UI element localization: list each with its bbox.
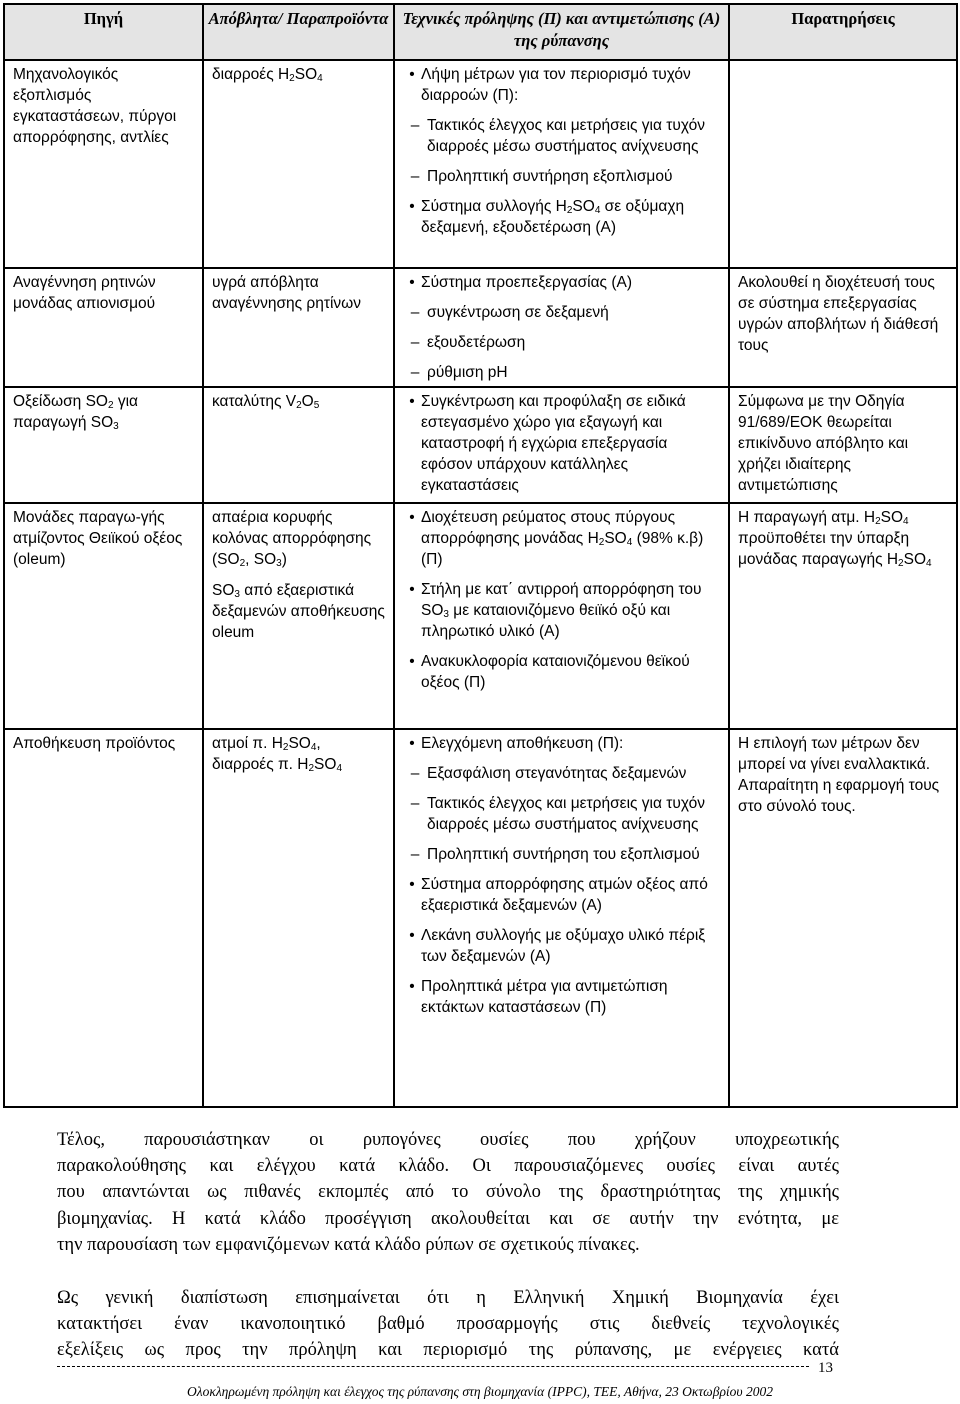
- measure-item: [403, 925, 720, 967]
- table-row: [4, 729, 957, 1107]
- measure-subitem: [403, 793, 720, 835]
- measure-text: Σύστημα συλλογής $H_2SO_4$ σε οξύμαχη δεξαμενή, εξουδετέρωση (Α): [421, 198, 685, 236]
- table-row: [4, 60, 957, 268]
- cell-notes: Η επιλογή των μέτρων δεν μπορεί να γίνει εναλλακτικά. Απαραίτητη η εφαρμογή τους στο σύνολό τους.: [729, 729, 957, 1107]
- measure-item: [403, 579, 720, 642]
- bullet-marker: •: [409, 198, 415, 215]
- measure-text: Τακτικός έλεγχος και μετρήσεις για τυχόν διαρροές μέσω συστήματος ανίχνευσης: [427, 795, 705, 833]
- header-source: Πηγή: [4, 4, 203, 60]
- measure-text: Ανακυκλοφορία καταιονιζόμενου θεϊκού οξέος (Π): [421, 653, 690, 691]
- measure-text: Προληπτική συντήρηση του εξοπλισμού: [427, 846, 700, 863]
- dash-marker: –: [410, 364, 420, 381]
- bullet-marker: •: [409, 876, 415, 893]
- cell-waste: διαρροές $H_2SO_4$: [203, 60, 394, 268]
- page-number: 13: [818, 1360, 833, 1376]
- dash-marker: –: [410, 117, 420, 134]
- cell-waste: υγρά απόβλητα αναγέννησης ρητίνων: [203, 268, 394, 387]
- measure-item: [403, 507, 720, 570]
- paragraph-line: που απαντώνται ως πιθανές εκπομπές από το σύνολο της δραστηριότητας της χημικής: [57, 1182, 839, 1203]
- measure-item: [403, 976, 720, 1018]
- bullet-marker: •: [409, 393, 415, 410]
- measure-text: Σύστημα προεπεξεργασίας (Α): [421, 274, 632, 291]
- paragraph-2: [57, 1285, 839, 1364]
- measure-text: Εξασφάλιση στεγανότητας δεξαμενών: [427, 765, 687, 782]
- cell-source: Αναγέννηση ρητινών μονάδας απιονισμού: [4, 268, 203, 387]
- cell-measures: [394, 268, 729, 387]
- cell-notes: Η παραγωγή ατμ. $H_2SO_4$ προϋποθέτει την ύπαρξη μονάδας παραγωγής $H_2SO_4$: [729, 503, 957, 729]
- dash-marker: –: [410, 168, 420, 185]
- bullet-marker: •: [409, 509, 415, 526]
- measure-subitem: [403, 166, 720, 187]
- measure-subitem: [403, 332, 720, 353]
- bullet-marker: •: [409, 274, 415, 291]
- measure-text: Σύστημα απορρόφησης ατμών οξέος από εξαεριστικά δεξαμενών (Α): [421, 876, 708, 914]
- measure-text: Λεκάνη συλλογής με οξύμαχο υλικό πέριξ των δεξαμενών (Α): [421, 927, 706, 965]
- measure-item: [403, 196, 720, 238]
- paragraph-line: Τέλος, παρουσιάστηκαν οι ρυπογόνες ουσίες που χρήζουν υποχρεωτικής: [57, 1130, 839, 1150]
- measure-text: συγκέντρωση σε δεξαμενή: [427, 304, 609, 321]
- header-notes: Παρατηρήσεις: [729, 4, 957, 60]
- dash-marker: –: [410, 846, 420, 863]
- paragraph-1: [57, 1127, 839, 1258]
- measure-item: [403, 874, 720, 916]
- paragraph-line: παρακολούθησης και ελέγχου κατά κλάδο. Οι παρουσιαζόμενες ουσίες είναι αυτές: [57, 1156, 839, 1177]
- measure-text: Συγκέντρωση και προφύλαξη σε ειδικά εστεγασμένο χώρο για εξαγωγή και καταστροφή ή εγχώρια επεξεργασία εφόσον υπάρχουν κατάλληλες εγκαταστάσεις: [421, 393, 686, 494]
- measure-item: [403, 733, 720, 754]
- measure-text: Προληπτικά μέτρα για αντιμετώπιση εκτάκτων καταστάσεων (Π): [421, 978, 668, 1016]
- cell-source: Οξείδωση $SO_2$ για παραγωγή $SO_3$: [4, 387, 203, 503]
- header-waste: Απόβλητα/ Παραπροϊόντα: [203, 4, 394, 60]
- table-row: [4, 503, 957, 729]
- table-row: [4, 268, 957, 387]
- measure-item: [403, 64, 720, 106]
- paragraph-line: την παρουσίαση των εμφανιζόμενων κατά κλάδο ρύπων σε σχετικούς πίνακες.: [57, 1234, 640, 1255]
- paragraph-line: Ως γενική διαπίστωση επισημαίνεται ότι η Ελληνική Χημική Βιομηχανία έχει: [57, 1288, 839, 1308]
- paragraph-line: εξελίξεις ως προς την πρόληψη και περιορισμό της ρύπανσης, με ενέργειες κατά: [57, 1340, 839, 1361]
- cell-source: Μονάδες παραγω-γής ατμίζοντος Θειϊκού οξέος (oleum): [4, 503, 203, 729]
- table-row: [4, 387, 957, 503]
- waste-item: απαέρια κορυφής κολόνας απορρόφησης ($SO_2$, $SO_3$): [212, 509, 372, 569]
- dash-marker: –: [410, 304, 420, 321]
- bullet-marker: •: [409, 927, 415, 944]
- measure-text: Λήψη μέτρων για τον περιορισμό τυχόν διαρροών (Π):: [421, 66, 691, 104]
- table-header-row: [4, 4, 957, 60]
- cell-waste: ατμοί π. $H_2SO_4$, διαρροές π. $H_2SO_4$: [203, 729, 394, 1107]
- cell-notes: Σύμφωνα με την Οδηγία 91/689/ΕΟΚ θεωρείται επικίνδυνο απόβλητο και χρήζει ιδιαίτερης αντιμετώπισης: [729, 387, 957, 503]
- cell-notes: [729, 60, 957, 268]
- paragraph-line: βιομηχανίας. Η κατά κλάδο προσέγγιση ακολουθείται και σε αυτήν την ενότητα, με: [57, 1208, 839, 1229]
- cell-source: Αποθήκευση προϊόντος: [4, 729, 203, 1107]
- measure-text: εξουδετέρωση: [427, 334, 526, 351]
- footer-text: Ολοκληρωμένη πρόληψη και έλεγχος της ρύπανσης στη βιομηχανία (IPPC), ΤΕΕ, Αθήνα, 23 Οκτωβρίου 2002: [187, 1384, 773, 1399]
- dash-marker: –: [410, 334, 420, 351]
- bullet-marker: •: [409, 581, 415, 598]
- bullet-marker: •: [409, 735, 415, 752]
- measure-subitem: [403, 763, 720, 784]
- cell-source: Μηχανολογικός εξοπλισμός εγκαταστάσεων, πύργοι απορρόφησης, αντλίες: [4, 60, 203, 268]
- dash-marker: –: [410, 795, 420, 812]
- cell-measures: [394, 387, 729, 503]
- measure-subitem: [403, 362, 720, 383]
- measure-item: [403, 272, 720, 293]
- cell-measures: [394, 503, 729, 729]
- paragraph-line: κατακτήσει έναν ικανοποιητικό βαθμό προσαρμογής στις διεθνείς τεχνολογικές: [57, 1314, 839, 1335]
- measure-text: Ελεγχόμενη αποθήκευση (Π):: [421, 735, 624, 752]
- waste-item: $SO_3$ από εξαεριστικά δεξαμενών αποθήκευσης oleum: [212, 582, 385, 641]
- footer-divider: [57, 1366, 809, 1367]
- bullet-marker: •: [409, 66, 415, 83]
- bullet-marker: •: [409, 978, 415, 995]
- cell-measures: [394, 729, 729, 1107]
- measure-text: Διοχέτευση ρεύματος στους πύργους απορρόφησης μονάδας $H_2SO_4$ (98% κ.β) (Π): [421, 509, 704, 568]
- measure-subitem: [403, 302, 720, 323]
- measure-subitem: [403, 844, 720, 865]
- header-measures: Τεχνικές πρόληψης (Π) και αντιμετώπισης (Α) της ρύπανσης: [394, 4, 729, 60]
- measure-text: Προληπτική συντήρηση εξοπλισμού: [427, 168, 673, 185]
- measure-text: Τακτικός έλεγχος και μετρήσεις για τυχόν διαρροές μέσω συστήματος ανίχνευσης: [427, 117, 705, 155]
- measure-text: Στήλη με κατ΄ αντιρροή απορρόφηση του $SO_3$ με καταιονιζόμενο θειϊκό οξύ και πληρωτικό υλικό (Α): [421, 581, 702, 640]
- cell-notes: Ακολουθεί η διοχέτευσή τους σε σύστημα επεξεργασίας υγρών αποβλήτων ή διάθεσή τους: [729, 268, 957, 387]
- measure-text: ρύθμιση pH: [427, 364, 508, 381]
- bullet-marker: •: [409, 653, 415, 670]
- pollution-measures-table: [3, 3, 958, 1108]
- cell-measures: [394, 60, 729, 268]
- dash-marker: –: [410, 765, 420, 782]
- measure-item: [403, 391, 720, 496]
- measure-subitem: [403, 115, 720, 157]
- measure-item: [403, 651, 720, 693]
- cell-waste: καταλύτης $V_2O_5$: [203, 387, 394, 503]
- cell-waste: [203, 503, 394, 729]
